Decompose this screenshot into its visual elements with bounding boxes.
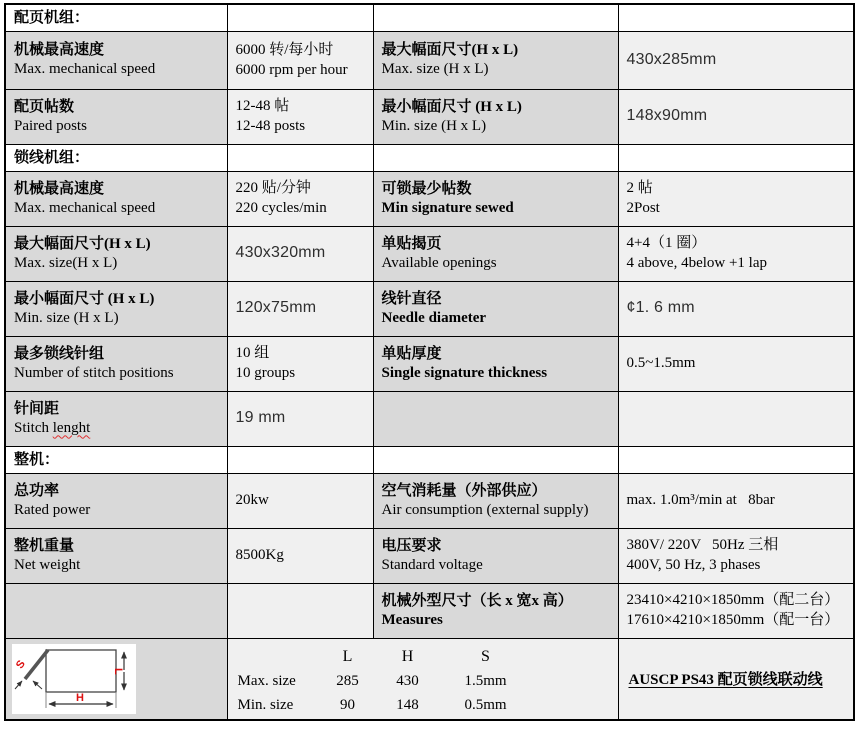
size-row-label: Min. size (237, 696, 294, 713)
spec-label-en: Max. mechanical speed (14, 199, 156, 216)
spec-label-zh: 机械最高速度 (14, 42, 105, 58)
spec-label-zh: 线针直径 (381, 290, 442, 307)
spec-label-zh: 最多锁线针组 (14, 345, 105, 362)
spec-value: 430x285mm (626, 50, 717, 68)
spec-value: 400V, 50 Hz, 3 phases (626, 557, 761, 573)
spec-value: 20kw (235, 492, 269, 508)
section-title: 配页机组： (14, 9, 90, 26)
spec-value: 19 mm (235, 409, 286, 426)
spec-value: 380V/ 220V 50Hz 三相 (626, 537, 779, 553)
spec-row (5, 528, 854, 583)
spec-label-zh: 总功率 (14, 482, 60, 499)
empty-cell (227, 583, 373, 638)
spec-label-en: Min signature sewed (381, 199, 514, 216)
spec-value: 220 cycles/min (235, 200, 327, 216)
section-title: 锁线机组： (14, 149, 90, 166)
spec-value: 0.5~1.5mm (626, 355, 696, 371)
spec-label-en: Paired posts (14, 117, 87, 134)
spec-row (5, 171, 854, 226)
spec-label-en: Number of stitch positions (14, 364, 174, 381)
size-table-cell (227, 638, 618, 720)
spec-value: 6000 rpm per hour (235, 61, 348, 78)
spec-label-en: Max. size (H x L) (381, 61, 489, 77)
spec-label-zh: 最小幅面尺寸 (H x L) (381, 98, 522, 115)
spec-value: 220 贴/分钟 (235, 180, 311, 196)
misspelled-word: lenght (52, 419, 91, 436)
spec-value: 6000 转/每小时 (235, 41, 334, 58)
empty-cell (227, 144, 373, 171)
size-value: 285 (336, 672, 359, 689)
size-value: 148 (396, 696, 419, 713)
size-value: 430 (396, 672, 419, 689)
empty-cell (373, 144, 618, 171)
size-col-header: H (401, 647, 414, 665)
bottom-row (5, 638, 854, 720)
size-col-header: L (342, 647, 353, 665)
spec-value: 4 above, 4below +1 lap (626, 255, 768, 271)
spec-label-zh: 配页帖数 (14, 98, 75, 115)
section-title: 整机： (14, 451, 60, 468)
size-col-header: S (481, 647, 490, 665)
spec-label-en: Stitch lenght (14, 419, 91, 436)
empty-cell (373, 391, 618, 446)
spec-value: 120x75mm (235, 299, 317, 316)
diagram-label-l: L (112, 667, 124, 675)
spec-value: max. 1.0m³/min at 8bar (626, 492, 775, 508)
spec-table (4, 3, 855, 721)
spec-row (5, 89, 854, 144)
spec-value: 12-48 posts (235, 118, 306, 134)
size-table-corner (238, 645, 320, 669)
size-value: 1.5mm (464, 672, 507, 689)
diagram-label-h: H (76, 691, 84, 704)
empty-cell (227, 4, 373, 31)
spec-label-en: Needle diameter (381, 309, 487, 326)
size-table (228, 641, 618, 717)
spec-row (5, 226, 854, 281)
spec-row (5, 31, 854, 89)
spec-label-zh: 机械最高速度 (14, 180, 105, 197)
spec-value: 10 组 (235, 345, 270, 361)
spec-label-zh: 最大幅面尺寸(H x L) (14, 235, 151, 252)
empty-cell (5, 583, 227, 638)
spec-row (5, 336, 854, 391)
spec-value: 148x90mm (626, 107, 708, 124)
spec-label-en: Single signature thickness (381, 364, 548, 381)
spec-label-en: Air consumption (external supply) (381, 501, 589, 518)
empty-cell (227, 446, 373, 473)
spec-value: ¢1. 6 mm (626, 299, 695, 316)
spec-label-zh: 单贴揭页 (381, 235, 442, 252)
size-value: 90 (340, 696, 355, 713)
spec-label-zh: 机械外型尺寸（长 x 宽x 高） (381, 592, 573, 609)
model-cell (618, 638, 854, 720)
spec-label-zh: 可锁最少帖数 (381, 180, 472, 197)
empty-cell (618, 4, 854, 31)
spec-value: 10 groups (235, 365, 296, 381)
spec-row (5, 281, 854, 336)
spec-value: 12-48 帖 (235, 98, 290, 114)
spec-label-zh: 空气消耗量（外部供应） (381, 482, 547, 499)
spec-label-zh: 针间距 (14, 400, 60, 417)
spec-label-en: Min. size (H x L) (381, 117, 487, 134)
spec-value: 4+4（1 圈） (626, 235, 707, 251)
spec-label-zh: 最大幅面尺寸(H x L) (381, 42, 519, 58)
empty-cell (618, 144, 854, 171)
size-value: 0.5mm (464, 696, 507, 713)
section-row-whole-machine (5, 446, 854, 473)
spec-row (5, 583, 854, 638)
model-name: AUSCP PS43 配页锁线联动线 (628, 672, 823, 688)
spec-value: 8500Kg (235, 547, 284, 563)
section-row-collating (5, 4, 854, 31)
section-row-sewing (5, 144, 854, 171)
diagram-cell (5, 638, 227, 720)
empty-cell (618, 446, 854, 473)
spec-label-zh: 整机重量 (14, 537, 75, 554)
diagram-label-s: S (13, 657, 28, 671)
spec-value: 17610×4210×1850mm（配一台） (626, 612, 840, 628)
spec-value: 2 帖 (626, 180, 653, 196)
spec-label-en: Net weight (14, 556, 81, 573)
spec-label-en: Min. size (H x L) (14, 309, 119, 326)
spec-label-zh: 最小幅面尺寸 (H x L) (14, 290, 155, 307)
signature-diagram (12, 644, 136, 714)
spec-row (5, 391, 854, 446)
size-row-label: Max. size (237, 672, 296, 689)
empty-cell (618, 391, 854, 446)
spec-value: 430x320mm (235, 244, 326, 261)
empty-cell (373, 4, 618, 31)
spec-value: 23410×4210×1850mm（配二台） (626, 592, 840, 608)
spec-label-en: Max. size(H x L) (14, 254, 118, 271)
spec-label-zh: 单贴厚度 (381, 345, 442, 362)
spec-label-en: Measures (381, 611, 443, 628)
spec-label-en: Rated power (14, 501, 91, 518)
spec-label-en: Max. mechanical speed (14, 61, 156, 77)
spec-label-zh: 电压要求 (381, 537, 442, 554)
spec-label-en: Available openings (381, 254, 497, 271)
spec-row (5, 473, 854, 528)
spec-label-en: Standard voltage (381, 556, 483, 573)
empty-cell (373, 446, 618, 473)
spec-value: 2Post (626, 200, 660, 216)
